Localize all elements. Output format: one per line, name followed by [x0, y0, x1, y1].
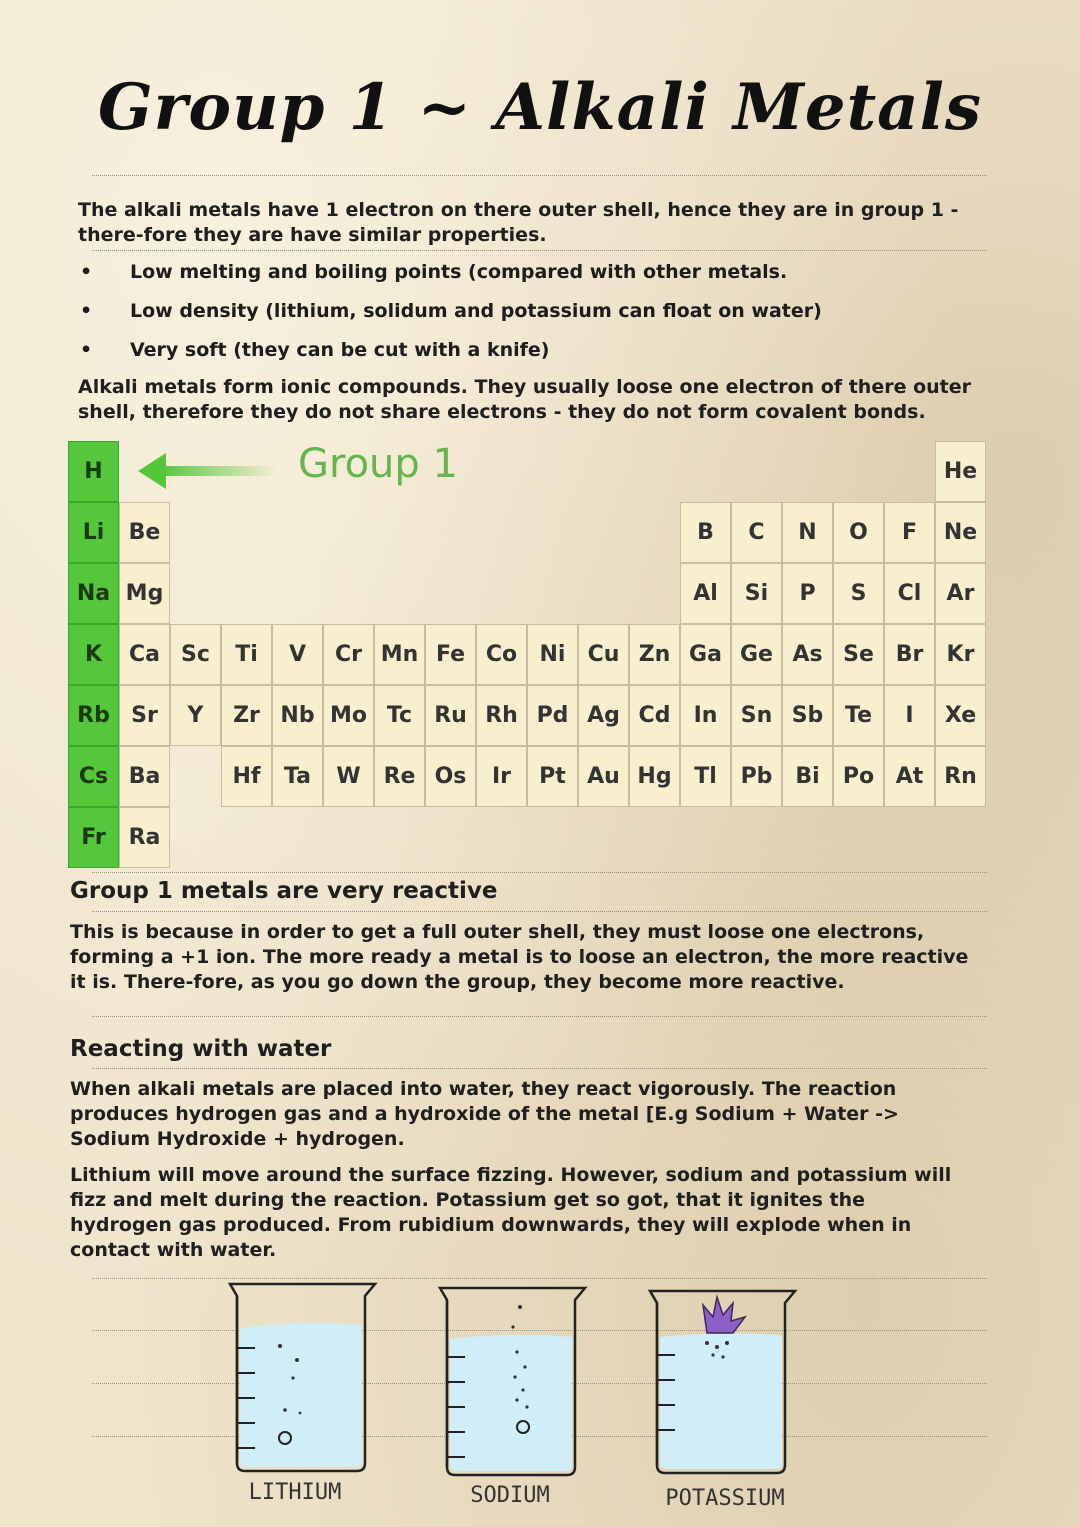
element-cell-ga: Ga — [680, 624, 731, 685]
element-cell-zr: Zr — [221, 685, 272, 746]
element-cell-as: As — [782, 624, 833, 685]
element-cell-cs: Cs — [68, 746, 119, 807]
element-cell-fr: Fr — [68, 807, 119, 868]
element-cell-h: H — [68, 441, 119, 502]
element-cell-te: Te — [833, 685, 884, 746]
element-cell-pd: Pd — [527, 685, 578, 746]
element-cell-ne: Ne — [935, 502, 986, 563]
element-cell-re: Re — [374, 746, 425, 807]
element-cell-at: At — [884, 746, 935, 807]
element-cell-o: O — [833, 502, 884, 563]
list-item-text: Very soft (they can be cut with a knife) — [130, 339, 550, 361]
reactive-heading: Group 1 metals are very reactive — [70, 878, 498, 904]
element-cell-rn: Rn — [935, 746, 986, 807]
element-cell-y: Y — [170, 685, 221, 746]
element-cell-s: S — [833, 563, 884, 624]
element-cell-rb: Rb — [68, 685, 119, 746]
element-cell-hf: Hf — [221, 746, 272, 807]
element-cell-sn: Sn — [731, 685, 782, 746]
element-cell-ar: Ar — [935, 563, 986, 624]
water-heading: Reacting with water — [70, 1036, 332, 1062]
ionic-paragraph: Alkali metals form ionic compounds. They usually loose one electron of there outer shell, therefore they do not share electrons - they do not form covalent bonds. — [78, 376, 971, 423]
element-cell-ca: Ca — [119, 624, 170, 685]
intro-paragraph: The alkali metals have 1 electron on there outer shell, hence they are in group 1 - there-fore they are have similar properties. — [78, 199, 959, 246]
element-cell-si: Si — [731, 563, 782, 624]
element-cell-c: C — [731, 502, 782, 563]
reactive-paragraph: This is because in order to get a full outer shell, they must loose one electrons, forming a +1 ion. The more ready a metal is to loose an electron, the more reactive it is. There-fore, as you go down the group, they become more reactive. — [70, 921, 969, 993]
element-cell-al: Al — [680, 563, 731, 624]
element-cell-cr: Cr — [323, 624, 374, 685]
page-title: Group 1 ~ Alkali Metals — [98, 70, 982, 145]
lithium-beaker-icon — [225, 1278, 380, 1478]
element-cell-tl: Tl — [680, 746, 731, 807]
element-cell-p: P — [782, 563, 833, 624]
element-cell-fe: Fe — [425, 624, 476, 685]
element-cell-in: In — [680, 685, 731, 746]
element-cell-cl: Cl — [884, 563, 935, 624]
element-cell-li: Li — [68, 502, 119, 563]
element-cell-k: K — [68, 624, 119, 685]
element-cell-ti: Ti — [221, 624, 272, 685]
list-item-text: Low density (lithium, solidum and potassium can float on water) — [130, 300, 822, 322]
element-cell-os: Os — [425, 746, 476, 807]
element-cell-pb: Pb — [731, 746, 782, 807]
periodic-table — [68, 441, 986, 869]
element-cell-na: Na — [68, 563, 119, 624]
bullet-icon: • — [80, 261, 93, 283]
element-cell-ba: Ba — [119, 746, 170, 807]
arrow-left-icon — [138, 451, 278, 491]
element-cell-mn: Mn — [374, 624, 425, 685]
element-cell-ta: Ta — [272, 746, 323, 807]
element-cell-cu: Cu — [578, 624, 629, 685]
element-cell-w: W — [323, 746, 374, 807]
element-cell-i: I — [884, 685, 935, 746]
element-cell-br: Br — [884, 624, 935, 685]
divider — [92, 250, 987, 251]
potassium-beaker-icon — [645, 1285, 800, 1485]
divider — [92, 1016, 987, 1017]
element-cell-sc: Sc — [170, 624, 221, 685]
divider — [92, 175, 987, 176]
bullet-icon: • — [80, 339, 93, 361]
beaker-label: SODIUM — [470, 1483, 550, 1508]
water-reaction-paragraph: Lithium will move around the surface fizzing. However, sodium and potassium will fizz and melt during the reaction. Potassium get so got, that it ignites the hydrogen gas produced. From rubidium downwards, they will explode when in contact with water. — [70, 1164, 952, 1261]
element-cell-v: V — [272, 624, 323, 685]
element-cell-n: N — [782, 502, 833, 563]
element-cell-rh: Rh — [476, 685, 527, 746]
element-cell-ir: Ir — [476, 746, 527, 807]
element-cell-nb: Nb — [272, 685, 323, 746]
element-cell-b: B — [680, 502, 731, 563]
element-cell-be: Be — [119, 502, 170, 563]
divider — [92, 1068, 987, 1069]
element-cell-au: Au — [578, 746, 629, 807]
element-cell-pt: Pt — [527, 746, 578, 807]
element-cell-f: F — [884, 502, 935, 563]
element-cell-co: Co — [476, 624, 527, 685]
list-item — [78, 297, 978, 336]
list-item — [78, 258, 978, 297]
element-cell-mg: Mg — [119, 563, 170, 624]
element-cell-bi: Bi — [782, 746, 833, 807]
element-cell-po: Po — [833, 746, 884, 807]
element-cell-se: Se — [833, 624, 884, 685]
list-item — [78, 336, 978, 375]
beaker-label: POTASSIUM — [665, 1486, 785, 1511]
bullet-icon: • — [80, 300, 93, 322]
element-cell-ru: Ru — [425, 685, 476, 746]
element-cell-sb: Sb — [782, 685, 833, 746]
beaker-label: LITHIUM — [248, 1480, 342, 1505]
element-cell-cd: Cd — [629, 685, 680, 746]
element-cell-ge: Ge — [731, 624, 782, 685]
water-paragraph: When alkali metals are placed into water, they react vigorously. The reaction produces hydrogen gas and a hydroxide of the metal [E.g Sodium + Water -> Sodium Hydroxide + hydrogen. — [70, 1078, 899, 1150]
element-cell-mo: Mo — [323, 685, 374, 746]
group-label: Group 1 — [298, 441, 458, 487]
element-cell-ra: Ra — [119, 807, 170, 868]
element-cell-hg: Hg — [629, 746, 680, 807]
list-item-text: Low melting and boiling points (compared with other metals. — [130, 261, 788, 283]
element-cell-tc: Tc — [374, 685, 425, 746]
element-cell-he: He — [935, 441, 986, 502]
divider — [92, 911, 987, 912]
element-cell-xe: Xe — [935, 685, 986, 746]
element-cell-zn: Zn — [629, 624, 680, 685]
element-cell-ni: Ni — [527, 624, 578, 685]
property-list — [78, 258, 978, 375]
element-cell-sr: Sr — [119, 685, 170, 746]
element-cell-ag: Ag — [578, 685, 629, 746]
divider — [92, 872, 987, 873]
sodium-beaker-icon — [435, 1282, 590, 1482]
element-cell-kr: Kr — [935, 624, 986, 685]
